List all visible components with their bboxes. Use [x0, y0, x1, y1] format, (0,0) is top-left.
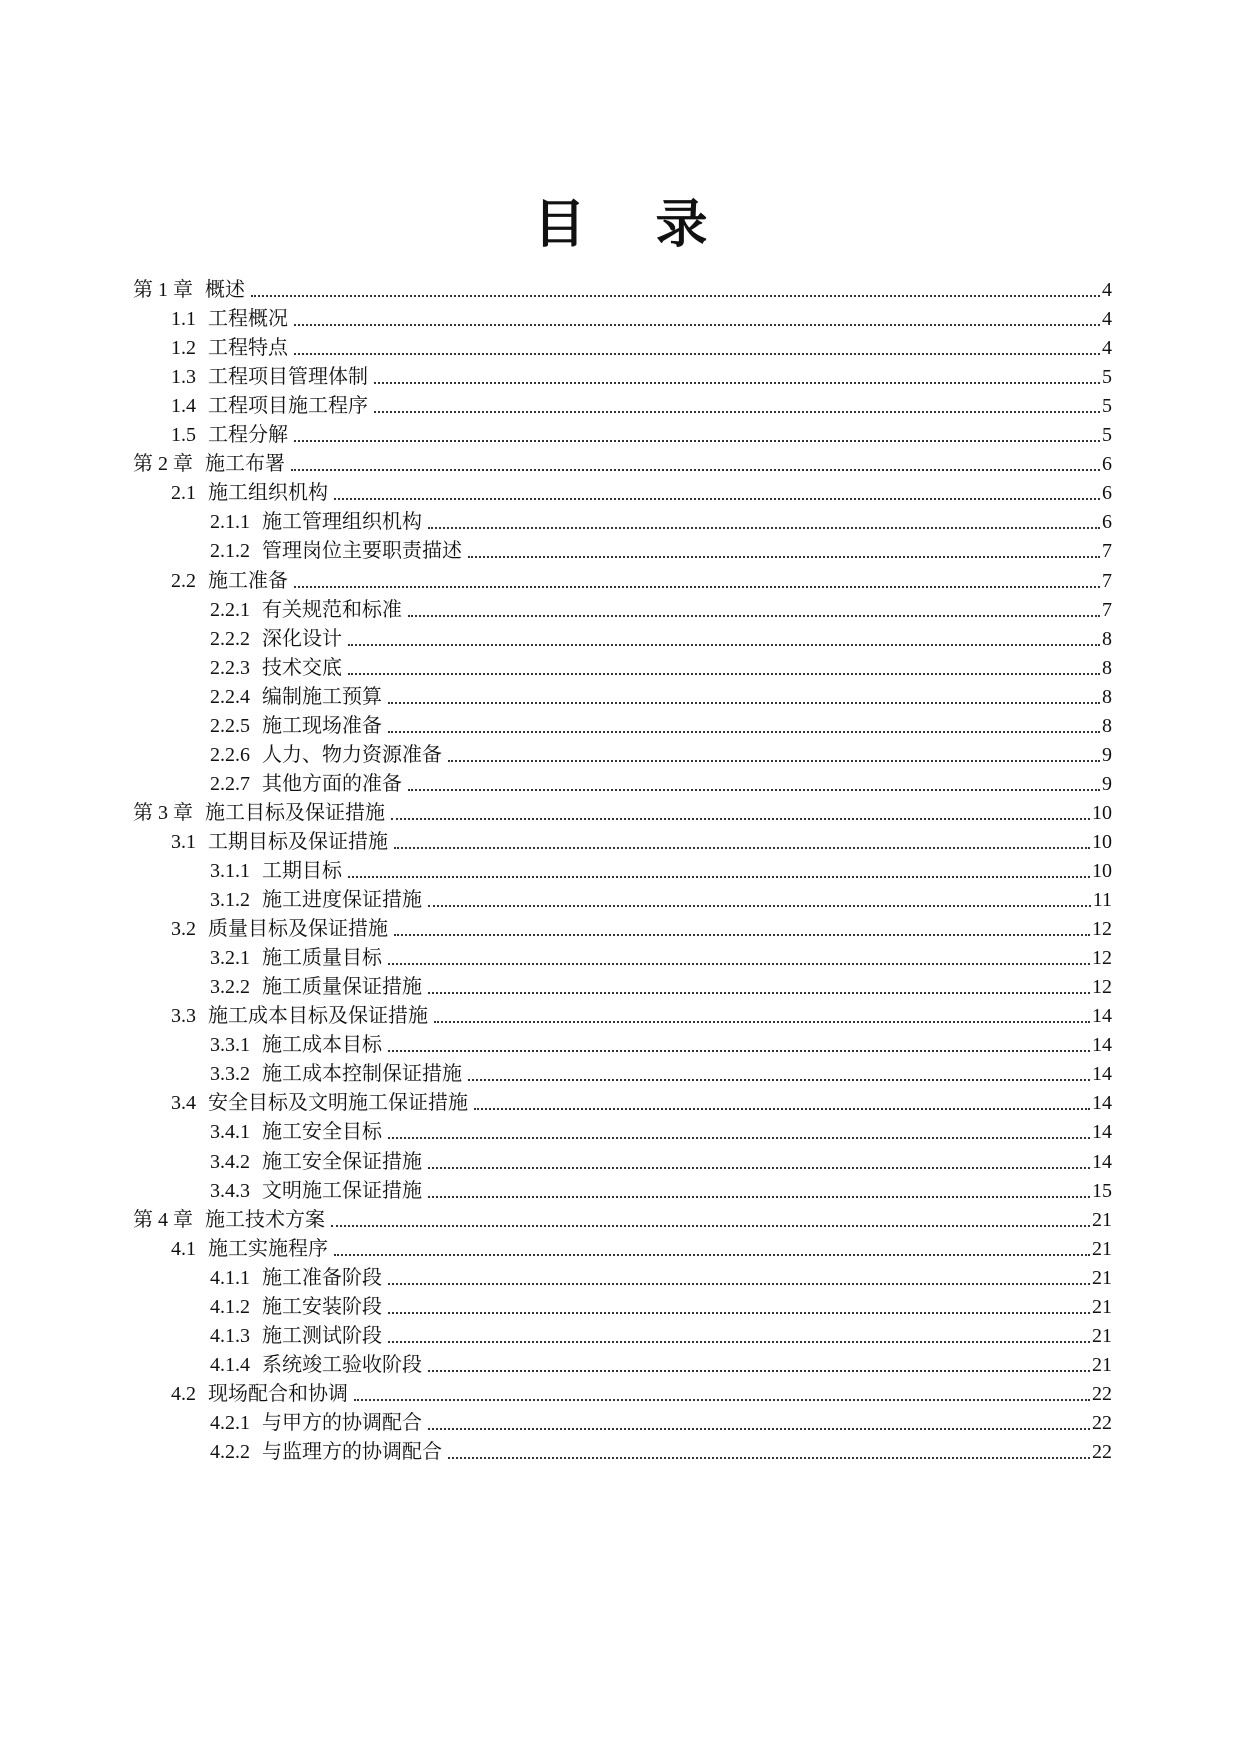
- toc-entry-number: 2.2.2: [210, 627, 250, 650]
- toc-entry[interactable]: [171, 330, 1112, 360]
- toc-dot-leader: [294, 324, 1100, 326]
- toc-entry-title: 工程特点: [208, 337, 288, 360]
- toc-entry[interactable]: [210, 969, 1112, 999]
- toc-dot-leader: [434, 1021, 1090, 1023]
- toc-entry[interactable]: [171, 301, 1112, 331]
- toc-entry-number: 2.2.4: [210, 685, 250, 708]
- toc-entry-number: 2.1.1: [210, 511, 250, 534]
- toc-entry[interactable]: [210, 1434, 1112, 1464]
- toc-entry-page-number: 4: [1102, 337, 1112, 360]
- toc-dot-leader: [428, 905, 1091, 907]
- toc-dot-leader: [428, 992, 1090, 994]
- toc-entry[interactable]: [133, 795, 1112, 825]
- toc-entry-page-number: 7: [1102, 569, 1112, 592]
- toc-entry-title: 施工实施程序: [208, 1237, 328, 1260]
- toc-entry-page-number: 22: [1092, 1411, 1112, 1434]
- toc-entry-page-number: 8: [1102, 627, 1112, 650]
- toc-entry-title: 施工进度保证措施: [262, 889, 422, 912]
- toc-entry-page-number: 22: [1092, 1382, 1112, 1405]
- toc-dot-leader: [428, 1167, 1090, 1169]
- toc-entry-number: 2.2.6: [210, 743, 250, 766]
- toc-dot-leader: [408, 615, 1100, 617]
- toc-entry-title: 施工成本目标及保证措施: [208, 1005, 428, 1028]
- toc-entry-page-number: 6: [1102, 511, 1112, 534]
- toc-entry[interactable]: [210, 853, 1112, 883]
- toc-entry-number: 4.1: [171, 1237, 196, 1260]
- toc-entry-number: 3.4.1: [210, 1121, 250, 1144]
- toc-entry[interactable]: [171, 359, 1112, 389]
- toc-entry[interactable]: [210, 882, 1112, 912]
- toc-entry[interactable]: [171, 475, 1112, 505]
- toc-entry-title: 文明施工保证措施: [262, 1179, 422, 1202]
- toc-entry-title: 施工准备: [208, 569, 288, 592]
- toc-entry[interactable]: [210, 1318, 1112, 1348]
- toc-entry-page-number: 8: [1102, 685, 1112, 708]
- toc-entry-title: 施工成本目标: [262, 1034, 382, 1057]
- toc-entry[interactable]: [171, 1085, 1112, 1115]
- toc-entry[interactable]: [210, 1289, 1112, 1319]
- toc-entry-number: 3.2: [171, 918, 196, 941]
- toc-entry[interactable]: [171, 417, 1112, 447]
- toc-entry[interactable]: [171, 911, 1112, 941]
- toc-entry[interactable]: [210, 1027, 1112, 1057]
- toc-dot-leader: [394, 934, 1090, 936]
- toc-dot-leader: [388, 702, 1100, 704]
- toc-entry-number: 2.2.5: [210, 714, 250, 737]
- toc-dot-leader: [474, 1108, 1090, 1110]
- toc-entry-title: 施工布署: [205, 453, 285, 476]
- toc-entry-page-number: 8: [1102, 656, 1112, 679]
- toc-dot-leader: [428, 1428, 1090, 1430]
- toc-dot-leader: [348, 876, 1090, 878]
- toc-entry[interactable]: [210, 766, 1112, 796]
- toc-entry-page-number: 9: [1102, 772, 1112, 795]
- toc-entry-page-number: 4: [1102, 308, 1112, 331]
- toc-entry-page-number: 14: [1092, 1121, 1112, 1144]
- toc-entry-page-number: 15: [1092, 1179, 1112, 1202]
- toc-dot-leader: [294, 440, 1100, 442]
- toc-entry[interactable]: [210, 1260, 1112, 1290]
- toc-entry-number: 4.1.1: [210, 1266, 250, 1289]
- toc-entry-page-number: 10: [1092, 860, 1112, 882]
- toc-entry-title: 管理岗位主要职责描述: [262, 540, 462, 563]
- toc-entry-title: 施工质量保证措施: [262, 976, 422, 999]
- toc-entry-title: 概述: [205, 279, 245, 301]
- toc-entry-title: 工程项目管理体制: [208, 366, 368, 389]
- toc-entry-title: 施工技术方案: [205, 1208, 325, 1231]
- toc-entry-number: 3.4.2: [210, 1150, 250, 1173]
- toc-entry-number: 4.1.2: [210, 1295, 250, 1318]
- toc-entry-number: 1.4: [171, 395, 196, 418]
- toc-entry-number: 2.2.7: [210, 772, 250, 795]
- toc-entry[interactable]: [210, 737, 1112, 767]
- toc-entry-page-number: 5: [1102, 366, 1112, 389]
- toc-entry-page-number: 10: [1092, 801, 1112, 824]
- toc-dot-leader: [391, 818, 1090, 820]
- toc-entry-title: 施工准备阶段: [262, 1266, 382, 1289]
- toc-entry[interactable]: [210, 650, 1112, 680]
- toc-entry[interactable]: [210, 592, 1112, 622]
- toc-entry[interactable]: [210, 504, 1112, 534]
- toc-dot-leader: [388, 731, 1100, 733]
- toc-entry[interactable]: [210, 1347, 1112, 1377]
- toc-entry-number: 4.2: [171, 1382, 196, 1405]
- toc-entry-page-number: 21: [1092, 1324, 1112, 1347]
- toc-entry-page-number: 11: [1092, 889, 1112, 912]
- toc-entry-page-number: 12: [1092, 976, 1112, 999]
- toc-entry-title: 质量目标及保证措施: [208, 918, 388, 941]
- toc-dot-leader: [394, 847, 1090, 849]
- toc-entry-number: 1.1: [171, 308, 196, 331]
- toc-title-char-1: 目: [533, 195, 586, 255]
- toc-entry[interactable]: [210, 940, 1112, 970]
- toc-entry-title: 施工现场准备: [262, 714, 382, 737]
- toc-entry-number: 1.3: [171, 366, 196, 389]
- toc-entry-page-number: 5: [1102, 424, 1112, 447]
- toc-dot-leader: [388, 1137, 1090, 1139]
- toc-dot-leader: [388, 1050, 1090, 1052]
- toc-entry[interactable]: [171, 1376, 1112, 1406]
- toc-dot-leader: [428, 527, 1100, 529]
- toc-entry-number: 3.3.1: [210, 1034, 250, 1057]
- toc-entry-page-number: 21: [1092, 1237, 1112, 1260]
- toc-entry-title: 与甲方的协调配合: [262, 1411, 422, 1434]
- toc-entry-number: 4.1.3: [210, 1324, 250, 1347]
- toc-dot-leader: [428, 1370, 1090, 1372]
- toc-dot-leader: [354, 1399, 1090, 1401]
- toc-entry-title: 施工测试阶段: [262, 1324, 382, 1347]
- toc-entry-title: 施工成本控制保证措施: [262, 1063, 462, 1086]
- toc-dot-leader: [251, 295, 1100, 297]
- toc-dot-leader: [388, 963, 1090, 965]
- toc-entry[interactable]: [133, 446, 1112, 476]
- toc-entry[interactable]: [171, 824, 1112, 854]
- toc-entry-number: 1.2: [171, 337, 196, 360]
- toc-dot-leader: [334, 498, 1100, 500]
- toc-entry-page-number: 8: [1102, 714, 1112, 737]
- toc-entry[interactable]: [133, 1202, 1112, 1232]
- toc-entry-title: 有关规范和标准: [262, 598, 402, 621]
- toc-entry-number: 3.3.2: [210, 1063, 250, 1086]
- toc-entry-page-number: 14: [1092, 1005, 1112, 1028]
- toc-entry-number: 2.2.1: [210, 598, 250, 621]
- toc-entry[interactable]: [210, 1114, 1112, 1144]
- toc-dot-leader: [294, 353, 1100, 355]
- toc-entry-title: 施工管理组织机构: [262, 511, 422, 534]
- toc-entry-title: 安全目标及文明施工保证措施: [208, 1092, 468, 1115]
- toc-dot-leader: [334, 1254, 1090, 1256]
- toc-dot-leader: [374, 411, 1100, 413]
- toc-entry-title: 施工安全保证措施: [262, 1150, 422, 1173]
- toc-entry-page-number: 14: [1092, 1092, 1112, 1115]
- toc-entry-title: 与监理方的协调配合: [262, 1441, 442, 1463]
- toc-entry-number: 2.2.3: [210, 656, 250, 679]
- toc-entry-page-number: 7: [1102, 540, 1112, 563]
- toc-entry-title: 人力、物力资源准备: [262, 743, 442, 766]
- toc-entry-number: 4.2.1: [210, 1411, 250, 1434]
- toc-dot-leader: [388, 1283, 1090, 1285]
- toc-entry-page-number: 21: [1092, 1208, 1112, 1231]
- toc-dot-leader: [374, 382, 1100, 384]
- toc-entry-page-number: 7: [1102, 598, 1112, 621]
- toc-entry-title: 工程项目施工程序: [208, 395, 368, 418]
- toc-entry-page-number: 14: [1092, 1150, 1112, 1173]
- toc-entry-title: 施工组织机构: [208, 482, 328, 505]
- toc-dot-leader: [388, 1312, 1090, 1314]
- toc-entry[interactable]: [171, 998, 1112, 1028]
- toc-entry-page-number: 6: [1102, 453, 1112, 476]
- toc-entry-title: 工期目标及保证措施: [208, 830, 388, 853]
- toc-entry-number: 2.1: [171, 482, 196, 505]
- toc-entry[interactable]: [171, 563, 1112, 593]
- toc-entry[interactable]: [171, 1231, 1112, 1261]
- toc-entry[interactable]: [210, 1405, 1112, 1435]
- toc-entry-page-number: 5: [1102, 395, 1112, 418]
- toc-entry[interactable]: [210, 679, 1112, 709]
- toc-title-char-2: 录: [655, 195, 708, 255]
- toc-entry-number: 4.2.2: [210, 1441, 250, 1463]
- toc-dot-leader: [388, 1341, 1090, 1343]
- toc-entry[interactable]: [171, 388, 1112, 418]
- toc-entry-title: 深化设计: [262, 627, 342, 650]
- toc-entry-number: 3.1.1: [210, 860, 250, 882]
- toc-dot-leader: [408, 789, 1100, 791]
- toc-entry-page-number: 10: [1092, 830, 1112, 853]
- toc-entry-page-number: 21: [1092, 1353, 1112, 1376]
- toc-entry-page-number: 21: [1092, 1295, 1112, 1318]
- toc-entry-number: 第 2 章: [133, 453, 193, 476]
- toc-entry-page-number: 14: [1092, 1063, 1112, 1086]
- toc-entry-title: 施工目标及保证措施: [205, 801, 385, 824]
- toc-entry-number: 2.2: [171, 569, 196, 592]
- toc-entry-title: 其他方面的准备: [262, 772, 402, 795]
- toc-entry-page-number: 6: [1102, 482, 1112, 505]
- toc-entry-title: 工程概况: [208, 308, 288, 331]
- toc-entry-page-number: 12: [1092, 947, 1112, 970]
- toc-entry[interactable]: [210, 1144, 1112, 1174]
- toc-entry[interactable]: [210, 1173, 1112, 1203]
- toc-entry-number: 3.1.2: [210, 889, 250, 912]
- toc-entry-title: 施工质量目标: [262, 947, 382, 970]
- toc-dot-leader: [428, 1196, 1090, 1198]
- toc-entry-title: 现场配合和协调: [208, 1382, 348, 1405]
- toc-entry-number: 3.4.3: [210, 1179, 250, 1202]
- toc-entry-page-number: 4: [1102, 279, 1112, 301]
- toc-dot-leader: [348, 673, 1100, 675]
- toc-entry[interactable]: [210, 1056, 1112, 1086]
- toc-entry[interactable]: [133, 272, 1112, 302]
- toc-entry-title: 施工安全目标: [262, 1121, 382, 1144]
- toc-entry-number: 2.1.2: [210, 540, 250, 563]
- toc-title: [0, 190, 1241, 260]
- toc-entry-number: 1.5: [171, 424, 196, 447]
- toc-entry-number: 4.1.4: [210, 1353, 250, 1376]
- toc-entry-title: 技术交底: [262, 656, 342, 679]
- toc-entry-title: 工程分解: [208, 424, 288, 447]
- toc-entry[interactable]: [210, 708, 1112, 738]
- toc-entry-page-number: 9: [1102, 743, 1112, 766]
- toc-dot-leader: [291, 469, 1100, 471]
- toc-entry[interactable]: [210, 533, 1112, 563]
- toc-entry[interactable]: [210, 621, 1112, 651]
- toc-dot-leader: [331, 1225, 1090, 1227]
- toc-entry-number: 第 4 章: [133, 1208, 193, 1231]
- toc-entry-page-number: 14: [1092, 1034, 1112, 1057]
- toc-dot-leader: [348, 644, 1100, 646]
- toc-entry-number: 3.2.2: [210, 976, 250, 999]
- toc-entry-number: 3.3: [171, 1005, 196, 1028]
- toc-dot-leader: [468, 1079, 1090, 1081]
- toc-entry-page-number: 21: [1092, 1266, 1112, 1289]
- toc-dot-leader: [468, 556, 1100, 558]
- toc-entry-number: 第 3 章: [133, 801, 193, 824]
- toc-entry-title: 工期目标: [262, 860, 342, 882]
- toc-entry-page-number: 12: [1092, 918, 1112, 941]
- toc-dot-leader: [448, 1457, 1090, 1459]
- toc-entry-title: 系统竣工验收阶段: [262, 1353, 422, 1376]
- toc-entry-page-number: 22: [1092, 1441, 1112, 1463]
- toc-entry-number: 第 1 章: [133, 279, 193, 301]
- toc-entry-title: 施工安装阶段: [262, 1295, 382, 1318]
- toc-entry-number: 3.2.1: [210, 947, 250, 970]
- toc-dot-leader: [448, 760, 1100, 762]
- toc-entry-number: 3.1: [171, 830, 196, 853]
- toc-entry-number: 3.4: [171, 1092, 196, 1115]
- toc-entry-title: 编制施工预算: [262, 685, 382, 708]
- toc-dot-leader: [294, 586, 1100, 588]
